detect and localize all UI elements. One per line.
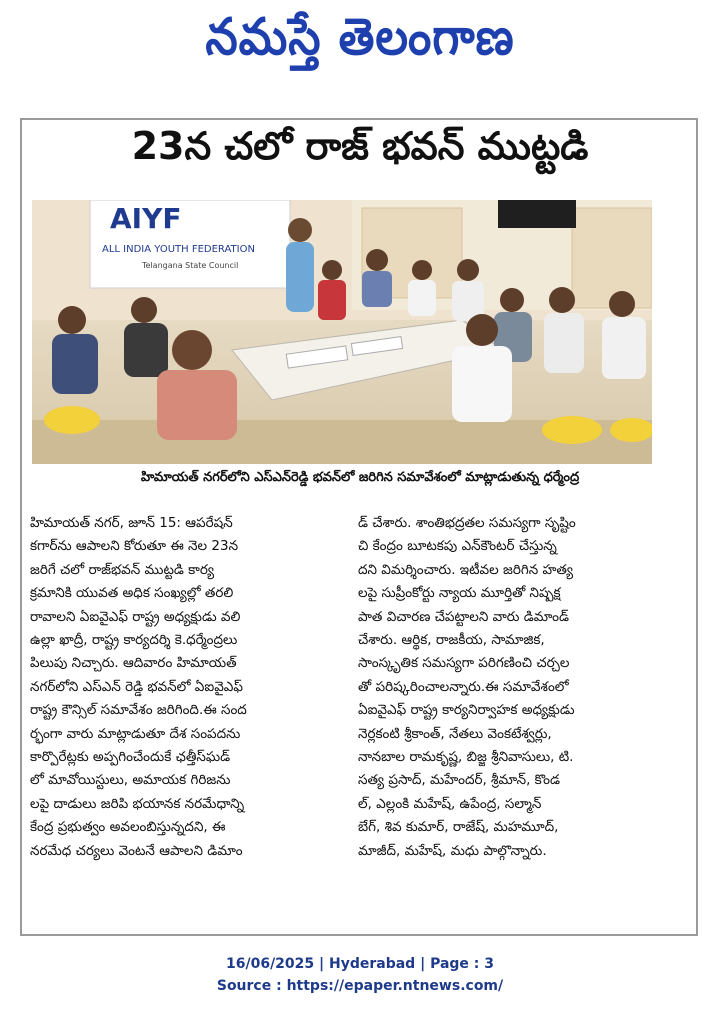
footer-date-edition: 16/06/2025 | Hyderabad | Page : 3 (225, 956, 495, 972)
article-line: లో మావోయిస్టులు, అమాయక గిరిజను (30, 772, 231, 789)
frame-border-bottom (20, 934, 698, 936)
article-line: రావాలని ఏఐవైఎఫ్ రాష్ట్ర అధ్యక్షుడు వలి (30, 608, 241, 625)
banner-subtitle: ALL INDIA YOUTH FEDERATION (102, 244, 255, 255)
chair (44, 406, 100, 434)
article-line: ర్భంగా వారు మాట్లాడుతూ దేశ సంపదను (30, 725, 241, 742)
article-line: కార్పొరేట్లకు అప్పగించేందుకే ఛత్తీస్‌ఘడ్ (30, 749, 231, 766)
news-photo (32, 200, 652, 464)
article-line: కేంద్ర ప్రభుత్వం అవలంబిస్తున్నదని, ఈ (30, 819, 226, 836)
article-line: మాజీద్, మహేష్, మధు పాల్గొన్నారు. (358, 842, 547, 859)
article-column-left (30, 512, 352, 863)
person-seated (408, 260, 436, 316)
article-line: క్రమానికి యువత అధిక సంఖ్యల్లో తరలి (30, 585, 234, 602)
article-line: లపై దాడులు జరిపి భయానక నరమేధాన్ని (30, 795, 245, 812)
article-line: హిమాయత్ నగర్, జూన్ 15: ఆపరేషన్ (30, 515, 233, 531)
article-line: చేశారు. ఆర్థిక, రాజకీయ, సామాజిక, (358, 632, 545, 649)
article-line: నెర్లకంటి శ్రీకాంత్, నేతలు వెంకటేశ్వర్లు, (358, 725, 552, 742)
article-line: డ్ చేశారు. శాంతిభద్రతల సమస్యగా సృష్టిం (358, 515, 576, 531)
article-line: జరిగే చలో రాజ్‌భవన్ ముట్టడి కార్య (30, 561, 215, 578)
article-line: ఏఐవైఎఫ్ రాష్ట్ర కార్యనిర్వాహక అధ్యక్షుడు (358, 702, 575, 719)
frame-border-top (20, 118, 698, 120)
person-standing-speaker (286, 218, 314, 312)
person-seated (362, 249, 392, 307)
article-line: ఉల్లా ఖాద్రీ, రాష్ట్ర కార్యదర్శి కె.ధర్మేంద్రలు (30, 632, 238, 649)
footer-source: Source : https://epaper.ntnews.com/ (216, 978, 504, 994)
article-line: కగార్‌ను ఆపాలని కోరుతూ ఈ నెల 23న (30, 538, 239, 555)
article-line: నానబాల రామకృష్ణ, బిజ్జ శ్రీనివాసులు, టి. (358, 749, 574, 766)
person-seated (157, 330, 237, 440)
article-line: ల్, ఎల్లంకి మహేష్, ఉపేంద్ర, సల్మాన్ (358, 795, 542, 812)
frame-border-right (696, 118, 698, 936)
article-line: తో పరిష్కరించాలన్నారు.ఈ సమావేశంలో (358, 678, 569, 695)
photo-caption: హిమాయత్ నగర్‌లోని ఎస్ఎన్‌రెడ్డి భవన్‌లో జరిగిన సమావేశంలో మాట్లాడుతున్న ధర్మేంద్ర (140, 470, 580, 485)
article-line: రాష్ట్ర కౌన్సిల్ సమావేశం జరిగింది.ఈ సంద (30, 702, 247, 719)
article-line: పిలుపు నిచ్చారు. ఆదివారం హిమాయత్ (30, 655, 237, 672)
masthead-logo (0, 0, 720, 88)
headline: 23న చలో రాజ్ భవన్ ముట్టడి (131, 124, 589, 168)
article-line: నగర్‌లోని ఎస్ఎన్ రెడ్డి భవన్‌లో ఏఐవైఎఫ్ (30, 678, 243, 695)
article-line: దని విమర్శించారు. ఇటీవల జరిగిన హత్య (358, 561, 574, 578)
article-line: సాంస్కృతిక సమస్యగా పరిగణించి చర్చల (358, 655, 570, 672)
news-photo-illustration (32, 200, 652, 464)
tv-screen (498, 200, 576, 228)
article-line: సత్య ప్రసాద్, మహేందర్, శ్రీమాన్, కొండ (358, 772, 561, 789)
chair (542, 416, 602, 444)
banner-title: AIYF (110, 202, 182, 235)
frame-border-left (20, 118, 22, 936)
article-line: లపై సుప్రీంకోర్టు న్యాయ మూర్తితో నిష్పక్ష (358, 585, 561, 602)
article-column-right (358, 512, 680, 863)
article-line: నరమేధ చర్యలు వెంటనే ఆపాలని డిమాం (30, 842, 243, 859)
masthead-title: నమస్తే తెలంగాణ (205, 6, 515, 67)
article-line: చి కేంద్రం బూటకపు ఎన్‌కౌంటర్ చేస్తున్న (358, 538, 557, 555)
article-line: పాత విచారణ చేపట్టాలని వారు డిమాండ్ (358, 608, 570, 625)
article-line: బేగ్, శివ కుమార్, రాజేష్, మహమూద్, (358, 819, 559, 836)
chair (610, 418, 652, 442)
person-seated (318, 260, 346, 320)
banner-state: Telangana State Council (142, 261, 239, 270)
